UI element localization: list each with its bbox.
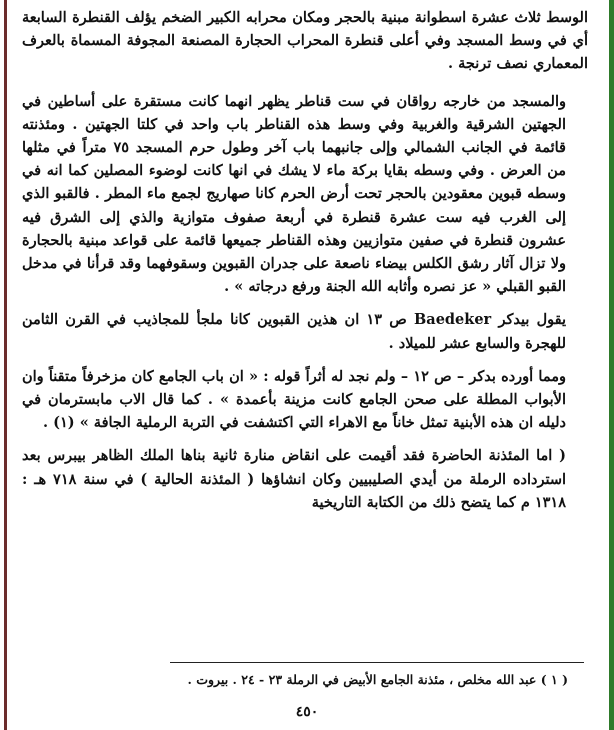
paragraph-baedeker	[22, 308, 588, 354]
page-number: ٤٥٠	[295, 704, 319, 720]
footnote-divider	[170, 662, 584, 663]
paragraph-mosque-exterior: والمسجد من خارجه رواقان في ست قناطر يظهر انهما كانت مستقرة على أساطين في الجهتين الشرقية والغربية وفي وسط هذه القناطر باب واحد في كلتا الجهتين . ومئذنته قائمة في الجانب الشمالي وإلى جانبهما باب آخر وطول حرم المسجد ٧٥ متراً في مثلها من العرض . وفي وسطه بقايا بركة ماء لا يشك في انها كانت لوضوء المصلين كما انه في وسطه قبوين معقودين بالحجر تحت أرض الحرم كانا صهاريج لجمع ماء المطر . فالقبو الذي إلى الغرب فيه ست عشرة قنطرة في أربعة صفوف متوازية والذي إلى الشرق فيه عشرون قنطرة في صفين متوازيين وهذه القناطر جميعها قائمة على قواعد مبنية بالحجارة ولا تزال آثار رشق الكلس بيضاء ناصعة على جدران القبوين وسقوفهما وقد قرأنا في مدخل القبو القبلي « عز نصره وأثابه الله الجنة ورفع درجاته » .	[22, 92, 566, 296]
baedeker-text-before: يقول بيدكر	[498, 311, 566, 329]
paragraph-quote: ومما أورده بدكر – ص ١٢ – ولم نجد له أثراً قوله : « ان باب الجامع كان مزخرفاً متقناً وان الأبواب المطلة على صحن الجامع كانت مزينة بأعمدة » . كما قال الاب مابسترمان في دليله ان هذه الأبنية تمثل خاناً مع الاهراء التي اكتشفت في التربة الرملية الجافة » (١) .	[22, 367, 566, 432]
paragraph-mosque-interior: الوسط ثلاث عشرة اسطوانة مبنية بالحجر ومكان محرابه الكبير الضخم يؤلف القنطرة السابعة أي في وسط المسجد وفي أعلى قنطرة المحراب الحجارة المصنعة المجوفة المسماة بالعرف المعماري نصف ترنجة .	[22, 9, 588, 73]
right-frame-edge	[609, 0, 614, 730]
baedeker-text-after: ص ١٣ ان هذين القبوين كانا ملجأ للمجاذيب في القرن الثامن للهجرة والسابع عشر للميلاد .	[22, 311, 566, 352]
footnote: ( ١ ) عبد الله مخلص ، مئذنة الجامع الأبيض في الرملة ٢٣ - ٢٤ . بيروت .	[187, 672, 568, 687]
baedeker-name: Baedeker	[414, 311, 492, 329]
left-frame-edge	[4, 0, 7, 730]
paragraph-minaret: ( اما المئذنة الحاضرة فقد أقيمت على انقاض منارة ثانية بناها الملك الظاهر بيبرس بعد استرداده الرملة من أيدي الصليبيين وكان انشاؤها ( المئذنة الحالية ) في سنة ٧١٨ هـ : ١٣١٨ م كما يتضح ذلك من الكتابة التاريخية	[22, 447, 567, 511]
body-text	[22, 6, 588, 524]
